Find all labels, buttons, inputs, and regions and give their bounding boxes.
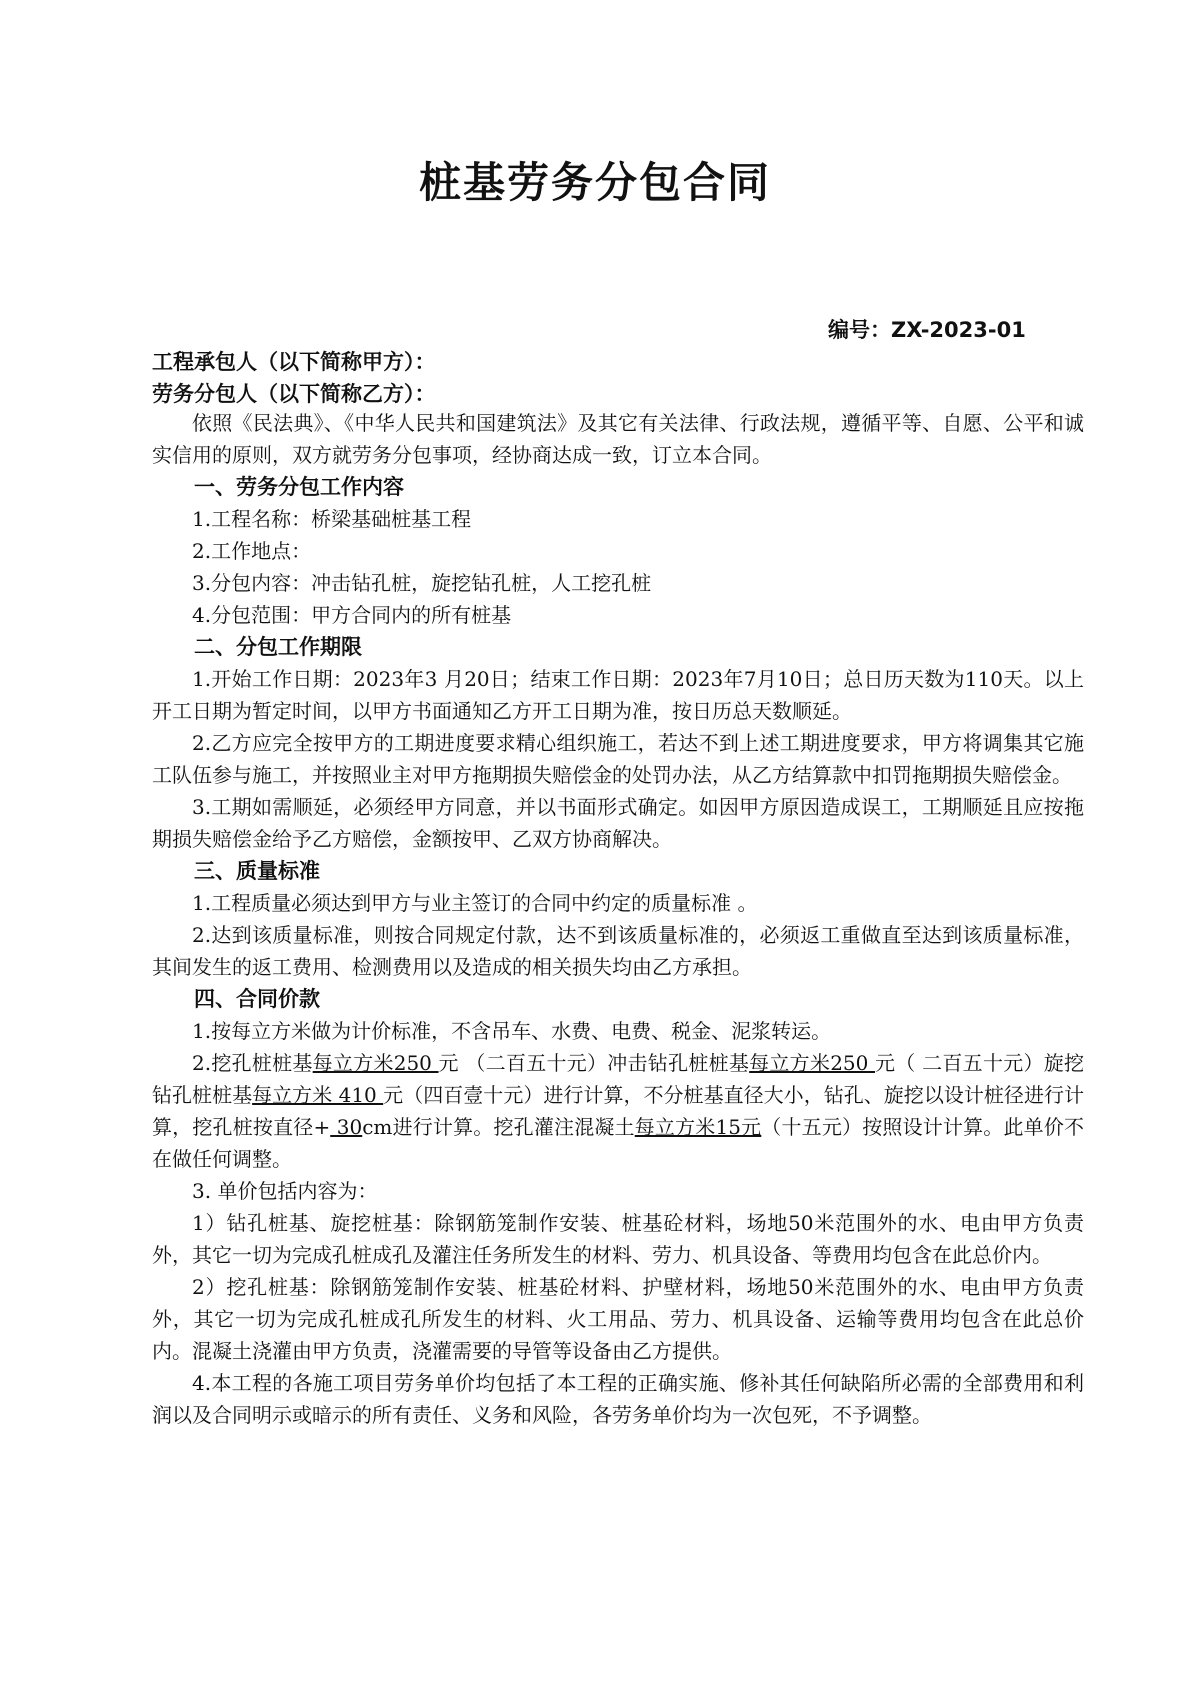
section-3-item: 1.工程质量必须达到甲方与业主签订的合同中约定的质量标准 。 [192, 891, 758, 915]
section-4-sub-2: 2）挖孔桩基：除钢筋笼制作安装、桩基砼材料、护壁材料，场地50米范围外的水、电由甲方负责外，其它一切为完成孔桩成孔所发生的材料、火工用品、劳力、机具设备、运输等费用均包含在此总价内。混凝土浇灌由甲方负责，浇灌需要的导管等设备由乙方提供。 [152, 1275, 1084, 1363]
price-text: （十五元）按照设计计算。此单价不在做任何调整。 [152, 1115, 1085, 1171]
section-1-item: 2.工作地点： [192, 539, 312, 563]
section-3-heading: 三、质量标准 [194, 859, 320, 883]
price-underlined: 每立方米250 [749, 1051, 875, 1075]
section-1-item: 1.工程名称：桥梁基础桩基工程 [192, 507, 472, 531]
party-a-line: 工程承包人（以下简称甲方）： [152, 350, 436, 374]
section-3-item: 2.达到该质量标准，则按合同规定付款，达不到该质量标准的，必须返工重做直至达到该质量标准，其间发生的返工费用、检测费用以及造成的相关损失均由乙方承担。 [152, 923, 1084, 979]
price-underlined: 每立方米15元 [634, 1115, 762, 1139]
price-text: 元（四百壹十元）进行计算，不分桩基直径大小，钻孔、旋挖以设计桩径进行计算，挖孔桩按直径+ [152, 1083, 1085, 1139]
price-text: 2.挖孔桩桩基 [192, 1051, 313, 1075]
section-1-item: 4.分包范围：甲方合同内的所有桩基 [192, 603, 512, 627]
section-2-item: 3.工期如需顺延，必须经甲方同意，并以书面形式确定。如因甲方原因造成误工，工期顺延且应按拖期损失赔偿金给予乙方赔偿，金额按甲、乙双方协商解决。 [152, 795, 1084, 851]
price-text: 元（ 二百五十元）旋挖钻孔桩桩基 [152, 1051, 1085, 1107]
section-4-item-4: 4.本工程的各施工项目劳务单价均包括了本工程的正确实施、修补其任何缺陷所必需的全部费用和利润以及合同明示或暗示的所有责任、义务和风险，各劳务单价均为一次包死，不予调整。 [152, 1371, 1084, 1427]
section-4-item-2 [152, 1047, 1084, 1175]
section-1-item: 3.分包内容：冲击钻孔桩，旋挖钻孔桩，人工挖孔桩 [192, 571, 652, 595]
section-4-item-3: 3. 单价包括内容为： [192, 1179, 378, 1203]
preamble: 依照《民法典》、《中华人民共和国建筑法》及其它有关法律、行政法规，遵循平等、自愿、公平和诚实信用的原则，双方就劳务分包事项，经协商达成一致，订立本合同。 [152, 411, 1084, 467]
section-2-item: 1.开始工作日期：2023年3 月20日；结束工作日期：2023年7月10日；总日历天数为110天。以上开工日期为暂定时间，以甲方书面通知乙方开工日期为准，按日历总天数顺延。 [152, 667, 1084, 723]
price-underlined: 30 [330, 1115, 363, 1139]
price-underlined: 每立方米 410 [252, 1083, 384, 1107]
section-4-sub-1: 1）钻孔桩基、旋挖桩基：除钢筋笼制作安装、桩基砼材料，场地50米范围外的水、电由甲方负责外，其它一切为完成孔桩成孔及灌注任务所发生的材料、劳力、机具设备、等费用均包含在此总价内。 [152, 1211, 1084, 1267]
contract-title: 桩基劳务分包合同 [418, 158, 771, 207]
price-text: 元 （二百五十元）冲击钻孔桩桩基 [438, 1051, 750, 1075]
section-4-item-1: 1.按每立方米做为计价标准，不含吊车、水费、电费、税金、泥浆转运。 [192, 1019, 832, 1043]
party-b-line: 劳务分包人（以下简称乙方）： [152, 382, 436, 406]
section-2-heading: 二、分包工作期限 [194, 635, 362, 659]
price-underlined: 每立方米250 [312, 1051, 439, 1075]
section-2-item: 2.乙方应完全按甲方的工期进度要求精心组织施工，若达不到上述工期进度要求，甲方将调集其它施工队伍参与施工，并按照业主对甲方拖期损失赔偿金的处罚办法，从乙方结算款中扣罚拖期损失赔偿金。 [152, 731, 1084, 787]
price-text: cm进行计算。挖孔灌注混凝土 [362, 1115, 635, 1139]
contract-body [152, 407, 1084, 1431]
section-4-heading: 四、合同价款 [194, 987, 320, 1011]
contract-number: 编号：ZX-2023-01 [828, 318, 1026, 342]
section-1-heading: 一、劳务分包工作内容 [194, 475, 404, 499]
